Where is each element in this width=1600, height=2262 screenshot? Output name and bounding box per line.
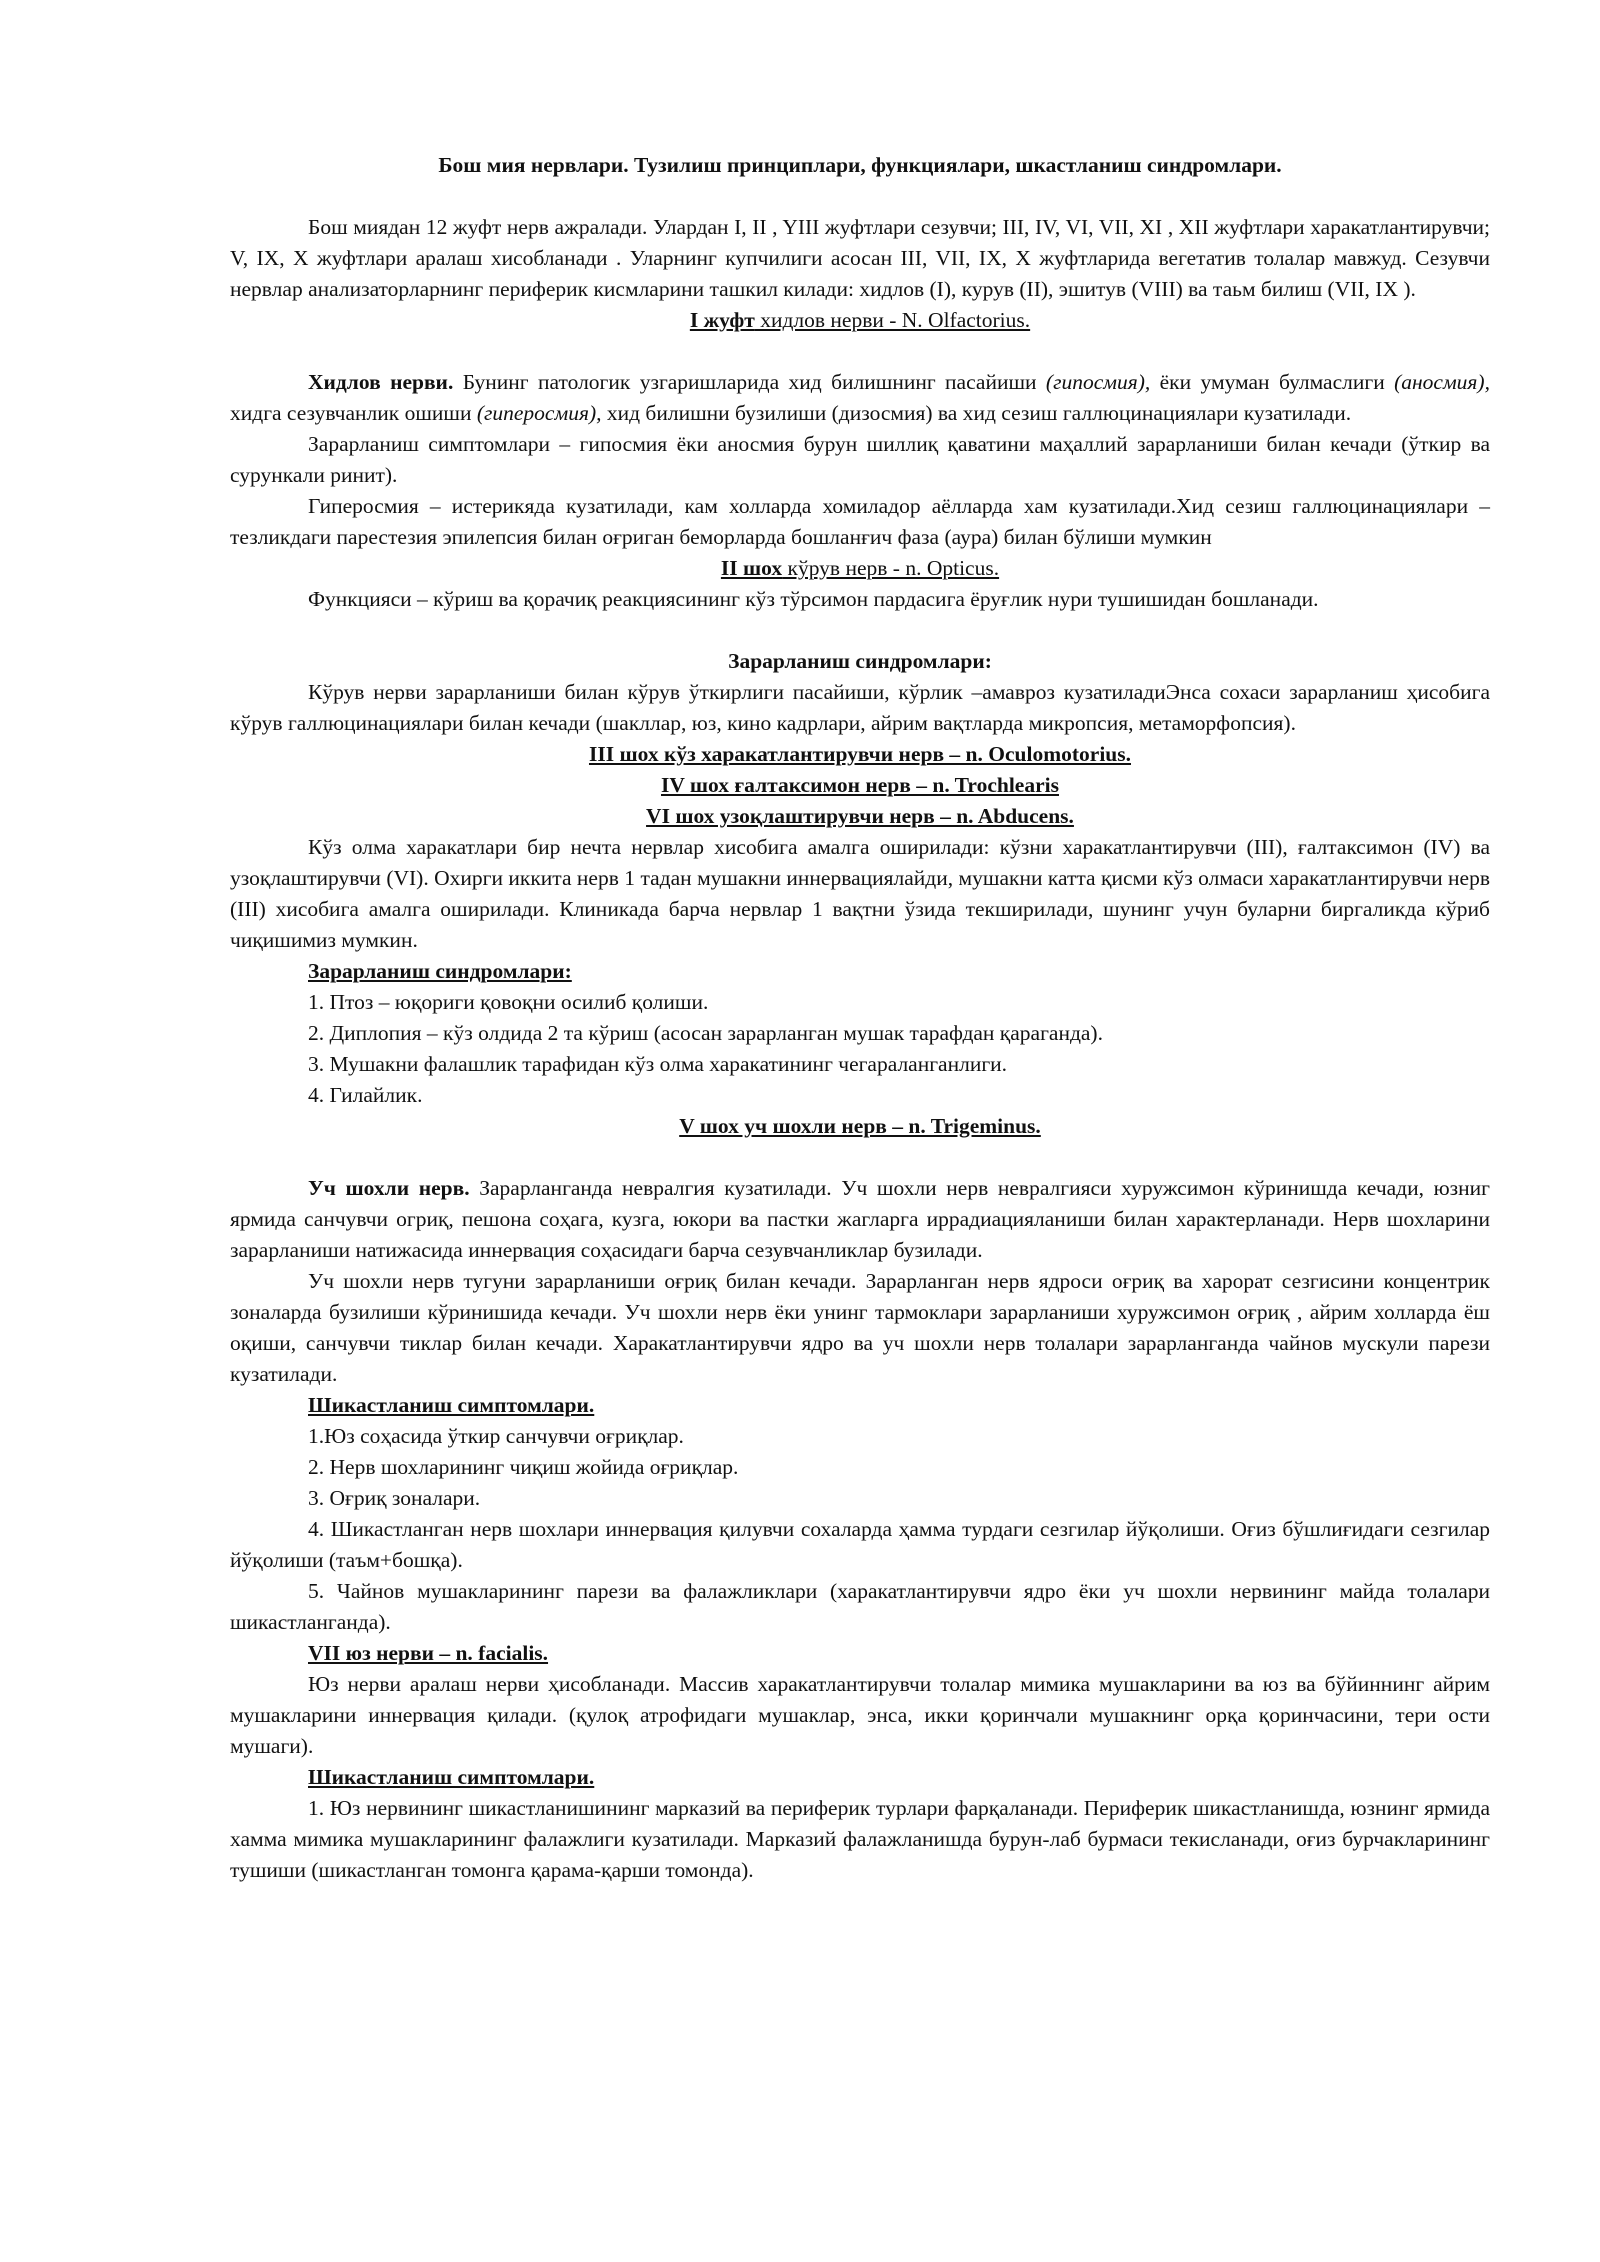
trigeminal-heading-text: V шох уч шохли нерв – n. Trigeminus.: [679, 1114, 1041, 1138]
trigeminal-text: Зарарланганда невралгия кузатилади. Уч шохли нерв невралгияси хуружсимон кўринишда кечади, юзниг ярмида санчувчи огриқ, пешона соҳага, кузга, юкори ва пастки жагларга иррадиацияланиши билан характерланади. Нерв шохларини зарарланиши натижасида иннервация соҳасидаги барча сезувчанликлар бузилади.: [230, 1176, 1490, 1262]
trigeminal-paragraph-2: Уч шохли нерв тугуни зарарланиши оғриқ билан кечади. Зарарланган нерв ядроси оғриқ ва харорат сезгисини концентрик зоналарда бузилиши кўринишида кечади. Уч шохли нерв ёки унинг тармоклари зарарланиши хуружсимон оғриқ , айрим холларда ёш оқиши, санчувчи тиклар билан кечади. Харакатлантирувчи ядро ва уч шохли нерв толалари зарарланганда чайнов мускули парези кузатилади.: [230, 1269, 1490, 1386]
hyperosmia-term: (гиперосмия),: [476, 401, 602, 425]
olfactory-paragraph-1: [230, 367, 1490, 429]
trigeminal-symptom-item-2: 2. Нерв шохларининг чиқиш жойида оғриқлар.: [308, 1455, 739, 1479]
eye-syndrome-item-4: 4. Гилайлик.: [308, 1083, 423, 1107]
optic-heading-text: [721, 556, 999, 580]
optic-heading-rest: кўрув нерв - n. Opticus.: [782, 556, 1000, 580]
optic-syndromes-heading-text: Зарарланиш синдромлари:: [728, 649, 992, 673]
olfactory-paragraph-3: Гиперосмия – истерикяда кузатилади, кам холларда хомиладор аёлларда хам кузатилади.Хид сезиш галлюцинациялари – тезликдаги парестезия эпилепсия билан оғриган беморларда бошланғич фаза (аура) билан бўлиши мумкин: [230, 494, 1490, 549]
eye-syndrome-item-2: 2. Диплопия – кўз олдида 2 та кўриш (асосан зарарланган мушак тарафдан қараганда).: [308, 1021, 1103, 1045]
hyposmia-term: (гипосмия),: [1045, 370, 1151, 394]
abducens-heading-text: VI шох узоқлаштирувчи нерв – n. Abducens.: [646, 804, 1074, 828]
document-title: Бош мия нервлари. Тузилиш принциплари, функциялари, шкастланиш синдромлари.: [438, 153, 1282, 177]
facial-heading-text: VII юз нерви – n. facialis.: [308, 1641, 549, 1665]
facial-symptoms-heading-text: Шикастланиш симптомлари.: [308, 1765, 595, 1789]
trigeminal-symptom-item-4: 4. Шикастланган нерв шохлари иннервация қилувчи сохаларда ҳамма турдаги сезгилар йўқолиши. Оғиз бўшлиғидаги сезгилар йўқолиши (таъм+бошқа).: [230, 1517, 1490, 1572]
oculomotor-heading-text: III шох кўз харакатлантирувчи нерв – n. Oculomotorius.: [588, 742, 1131, 766]
oculomotor-heading: [230, 739, 1490, 770]
olfactory-text-a: Бунинг патологик узгаришларида хид билишнинг пасайиши: [453, 370, 1046, 394]
olfactory-text-c: хидга сезувчанлик ошиши: [230, 401, 477, 425]
abducens-heading: [230, 801, 1490, 832]
eye-movement-paragraph: Кўз олма харакатлари бир нечта нервлар хисобига амалга оширилади: кўзни харакатлантирувчи (III), ғалтаксимон (IV) ва узоқлаштирувчи (VI). Охирги иккита нерв 1 тадан мушакни иннервациялайди, мушакни катта қисми кўз олмаси харакатлантирувчи нерв (III) хисобига амалга оширилади. Клиникада барча нервлар 1 вақтни ўзида текширилади, шунинг учун буларни биргаликда кўриб чиқишимиз мумкин.: [230, 835, 1490, 952]
optic-heading: [230, 553, 1490, 584]
optic-syndromes-heading: [230, 646, 1490, 677]
trigeminal-paragraph-1: [230, 1173, 1490, 1266]
eye-syndromes-heading: [308, 956, 1490, 987]
facial-paragraph-1: Юз нерви аралаш нерви ҳисобланади. Массив харакатлантирувчи толалар мимика мушакларини ва юз ва бўйиннинг айрим мушакларини иннервация қилади. (қулоқ атрофидаги мушаклар, энса, икки қоринчали мушакнинг орқа қоринчасини, тери ости мушаги).: [230, 1672, 1490, 1758]
olfactory-paragraph-2: Зарарланиш симптомлари – гипосмия ёки аносмия бурун шиллиқ қаватини маҳаллий зарарланиши билан кечади (ўткир ва сурункали ринит).: [230, 432, 1490, 487]
trigeminal-term: Уч шохли нерв.: [308, 1176, 470, 1200]
trigeminal-symptom-item-1: 1.Юз соҳасида ўткир санчувчи оғриқлар.: [308, 1424, 684, 1448]
facial-symptom-item-1: 1. Юз нервининг шикастланишининг марказий ва периферик турлари фарқаланади. Периферик шикастланишда, юзнинг ярмида хамма мимика мушакларининг фалажлиги кузатилади. Марказий фалажланишда бурун-лаб бурмаси текисланади, оғиз бурчакларининг тушиши (шикастланган томонга қарама-қарши томонда).: [230, 1796, 1490, 1882]
olfactory-heading-bold: I жуфт: [689, 308, 755, 332]
olfactory-heading-rest: хидлов нерви - N. Olfactorius.: [754, 308, 1031, 332]
optic-paragraph-2: Кўрув нерви зарарланиши билан кўрув ўткирлиги пасайиши, кўрлик –амавроз кузатиладиЭнса сохаси зарарланиш ҳисобига кўрув галлюцинациялари билан кечади (шакллар, юз, кино кадрлари, айрим вақтларда микропсия, метаморфопсия).: [230, 680, 1490, 735]
trochlear-heading-text: IV шох ғалтаксимон нерв – n. Trochlearis: [661, 773, 1059, 797]
eye-syndromes-heading-text: Зарарланиш синдромлари:: [308, 959, 572, 983]
optic-heading-bold: II шох: [720, 556, 783, 580]
olfactory-text-d: хид билишни бузилиши (дизосмия) ва хид сезиш галлюцинациялари кузатилади.: [601, 401, 1352, 425]
eye-syndrome-item-3: 3. Мушакни фалашлик тарафидан кўз олма харакатининг чегараланганлиги.: [308, 1052, 1008, 1076]
trigeminal-symptoms-heading-text: Шикастланиш симптомлари.: [308, 1393, 595, 1417]
olfactory-text-b: ёки умуман булмаслиги: [1150, 370, 1395, 394]
trigeminal-symptom-item-5: 5. Чайнов мушакларининг парези ва фалажликлари (харакатлантирувчи ядро ёки уч шохли нервининг майда толалари шикастланганда).: [230, 1579, 1490, 1634]
facial-heading: [308, 1638, 1490, 1669]
intro-paragraph: Бош миядан 12 жуфт нерв ажралади. Улардан I, II , YIII жуфтлари сезувчи; III, IV, VI, VII, XI , XII жуфтлари харакатлантирувчи; V, IX, X жуфтлари аралаш хисобланади . Уларнинг купчилиги асосан III, VII, IX, X жуфтларида вегетатив толалар мавжуд. Сезувчи нервлар анализаторларнинг периферик кисмларини ташкил килади: хидлов (I), курув (II), эшитув (VIII) ва таьм билиш (VII, IX ).: [230, 215, 1490, 301]
trigeminal-symptom-item-3: 3. Оғриқ зоналари.: [308, 1486, 481, 1510]
anosmia-term: (аносмия),: [1394, 370, 1490, 394]
olfactory-heading-text: [690, 308, 1030, 332]
trigeminal-symptoms-heading: [308, 1390, 1490, 1421]
facial-symptoms-heading: [308, 1762, 1490, 1793]
trigeminal-heading: [230, 1111, 1490, 1142]
olfactory-heading: [230, 305, 1490, 336]
olfactory-term: Хидлов нерви.: [308, 370, 454, 394]
trochlear-heading: [230, 770, 1490, 801]
document-page: [230, 150, 1490, 1886]
eye-syndrome-item-1: 1. Птоз – юқориги қовоқни осилиб қолиши.: [308, 990, 709, 1014]
optic-paragraph-1: Функцияси – кўриш ва қорачиқ реакциясининг кўз тўрсимон пардасига ёруғлик нури тушишидан бошланади.: [308, 587, 1319, 611]
